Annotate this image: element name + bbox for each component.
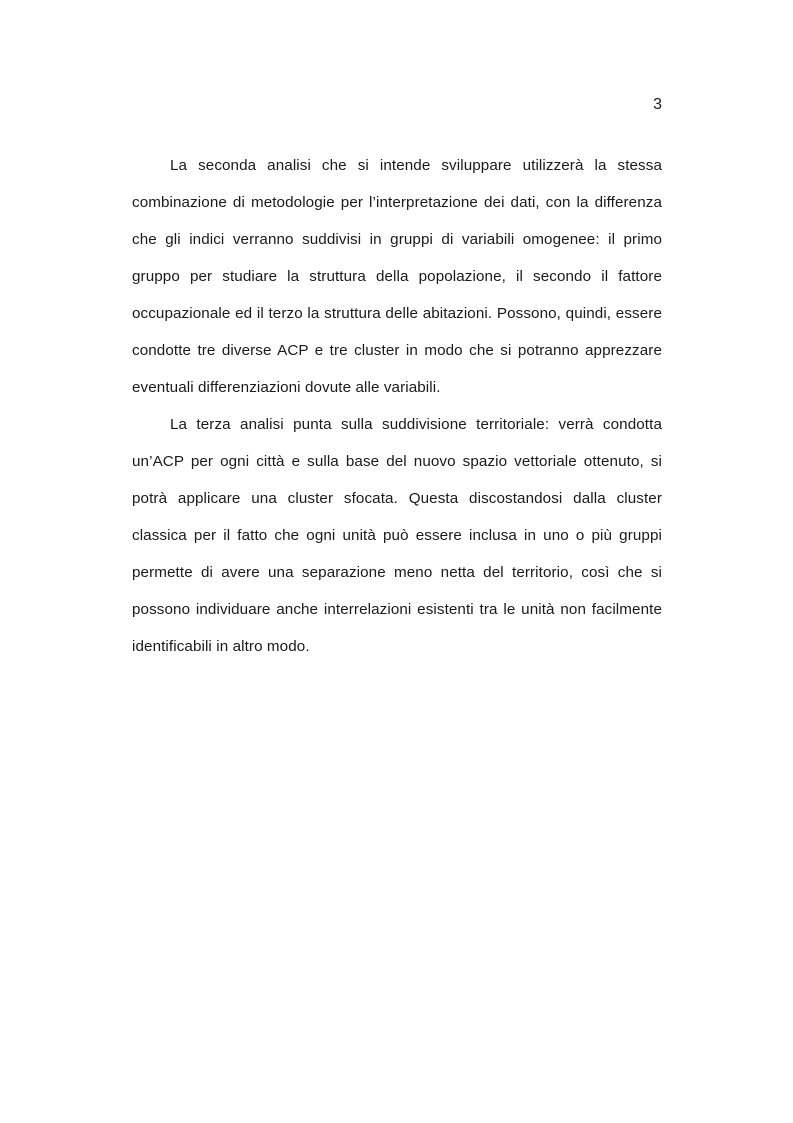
paragraph-second-analysis: La seconda analisi che si intende sviluppare utilizzerà la stessa combinazione di metodologie per l’interpretazione dei dati, con la differenza che gli indici verranno suddivisi in gruppi di variabili omogenee: il primo gruppo per studiare la struttura della popolazione, il secondo il fattore occupazionale ed il terzo la struttura delle abitazioni. Possono, quindi, essere condotte tre diverse ACP e tre cluster in modo che si potranno apprezzare eventuali differenziazioni dovute alle variabili.: [132, 157, 662, 396]
page-number: 3: [653, 96, 662, 113]
paragraph-third-analysis: La terza analisi punta sulla suddivisione territoriale: verrà condotta un’ACP per ogni città e sulla base del nuovo spazio vettoriale ottenuto, si potrà applicare una cluster sfocata. Questa discostandosi dalla cluster classica per il fatto che ogni unità può essere inclusa in uno o più gruppi permette di avere una separazione meno netta del territorio, così che si possono individuare anche interrelazioni esistenti tra le unità non facilmente identificabili in altro modo.: [132, 416, 662, 655]
body-text: [132, 147, 662, 665]
